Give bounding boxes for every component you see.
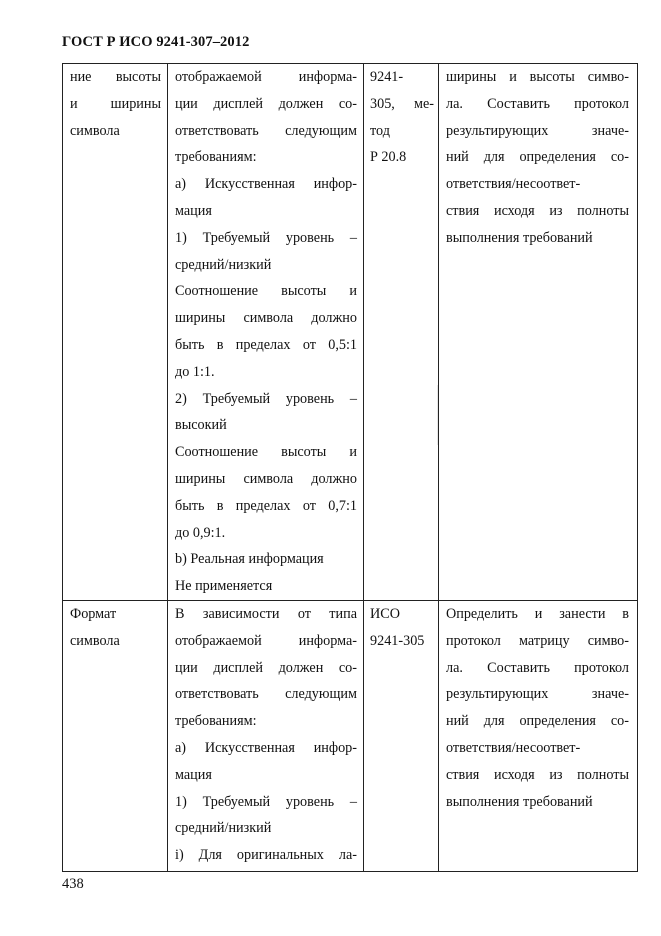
cell-text-line: результирующих значе- bbox=[446, 686, 629, 703]
cell-text-line: ответствия/несоответ- bbox=[446, 176, 581, 193]
cell-text-line: 1) Требуемый уровень – bbox=[175, 229, 357, 246]
cell-text-line: средний/низкий bbox=[175, 256, 272, 273]
cell-text-line: ла. Составить протокол bbox=[446, 95, 629, 112]
cell-text-line: результирующих значе- bbox=[446, 122, 629, 139]
cell-text-line: символа bbox=[70, 122, 120, 139]
cell-text-line: протокол матрицу симво- bbox=[446, 632, 629, 649]
cell-text-line: ние высоты bbox=[70, 69, 161, 85]
cell-text-line: а) Искусственная инфор- bbox=[175, 176, 357, 193]
cell-text-line: быть в пределах от 0,7:1 bbox=[175, 497, 357, 514]
cell-text-line: Соотношение высоты и bbox=[175, 444, 357, 461]
requirement-cell bbox=[168, 600, 364, 871]
cell-text-line: ширины символа должно bbox=[175, 310, 357, 327]
cell-text-line: мация bbox=[175, 202, 212, 219]
cell-text-line: 9241-305 bbox=[370, 632, 425, 649]
page-number: 438 bbox=[62, 876, 84, 892]
cell-text-line: 1) Требуемый уровень – bbox=[175, 793, 357, 810]
cell-text-line: ствия исходя из полноты bbox=[446, 766, 629, 783]
cell-text-line: ответствия/несоответ- bbox=[446, 739, 581, 756]
cell-text-line: ИСО bbox=[370, 605, 400, 622]
requirement-cell bbox=[168, 64, 364, 601]
cell-text-line: быть в пределах от 0,5:1 bbox=[175, 336, 357, 353]
parameter-cell bbox=[63, 64, 168, 601]
cell-text-line: ответствовать следующим bbox=[175, 686, 357, 703]
cell-text-line: и ширины bbox=[70, 95, 161, 112]
cell-text-line: выполнения требований bbox=[446, 229, 593, 246]
cell-text-line: требованиям: bbox=[175, 713, 257, 730]
cell-text-line: тод bbox=[370, 122, 390, 139]
table-row bbox=[63, 64, 638, 601]
cell-text-line: 2) Требуемый уровень – bbox=[175, 390, 357, 407]
procedure-cell bbox=[439, 64, 638, 601]
reference-cell bbox=[364, 64, 439, 601]
cell-text-line: требованиям: bbox=[175, 149, 257, 166]
cell-text-line: символа bbox=[70, 632, 120, 649]
cell-text-line: Не применяется bbox=[175, 578, 273, 595]
cell-text-line: ции дисплей должен со- bbox=[175, 659, 357, 676]
cell-text-line: Формат bbox=[70, 605, 117, 622]
cell-text-line: до 0,9:1. bbox=[175, 524, 226, 541]
cell-text-line: Определить и занести в bbox=[446, 605, 629, 622]
procedure-cell bbox=[439, 600, 638, 871]
cell-text-line: i) Для оригинальных ла- bbox=[175, 847, 357, 864]
scan-artifact-line bbox=[437, 385, 438, 445]
cell-text-line: до 1:1. bbox=[175, 363, 215, 380]
cell-text-line: 305, ме- bbox=[370, 95, 434, 112]
cell-text-line: ответствовать следующим bbox=[175, 122, 357, 139]
cell-text-line: ширины и высоты симво- bbox=[446, 69, 629, 85]
cell-text-line: ний для определения со- bbox=[446, 149, 629, 166]
cell-text-line: отображаемой информа- bbox=[175, 632, 357, 649]
cell-text-line: мация bbox=[175, 766, 212, 783]
cell-text-line: b) Реальная информация bbox=[175, 551, 324, 568]
cell-text-line: выполнения требований bbox=[446, 793, 593, 810]
cell-text-line: средний/низкий bbox=[175, 820, 272, 837]
requirements-table bbox=[62, 63, 638, 872]
table-body bbox=[63, 64, 638, 872]
cell-text-line: ции дисплей должен со- bbox=[175, 95, 357, 112]
cell-text-line: отображаемой информа- bbox=[175, 69, 357, 85]
cell-text-line: В зависимости от типа bbox=[175, 605, 357, 622]
cell-text-line: Р 20.8 bbox=[370, 149, 407, 166]
table-row bbox=[63, 600, 638, 871]
cell-text-line: Соотношение высоты и bbox=[175, 283, 357, 300]
cell-text-line: а) Искусственная инфор- bbox=[175, 739, 357, 756]
document-header: ГОСТ Р ИСО 9241-307–2012 bbox=[62, 34, 250, 50]
parameter-cell bbox=[63, 600, 168, 871]
cell-text-line: ствия исходя из полноты bbox=[446, 202, 629, 219]
cell-text-line: ний для определения со- bbox=[446, 713, 629, 730]
cell-text-line: ширины символа должно bbox=[175, 470, 357, 487]
cell-text-line: ла. Составить протокол bbox=[446, 659, 629, 676]
reference-cell bbox=[364, 600, 439, 871]
cell-text-line: 9241- bbox=[370, 69, 404, 85]
cell-text-line: высокий bbox=[175, 417, 227, 434]
